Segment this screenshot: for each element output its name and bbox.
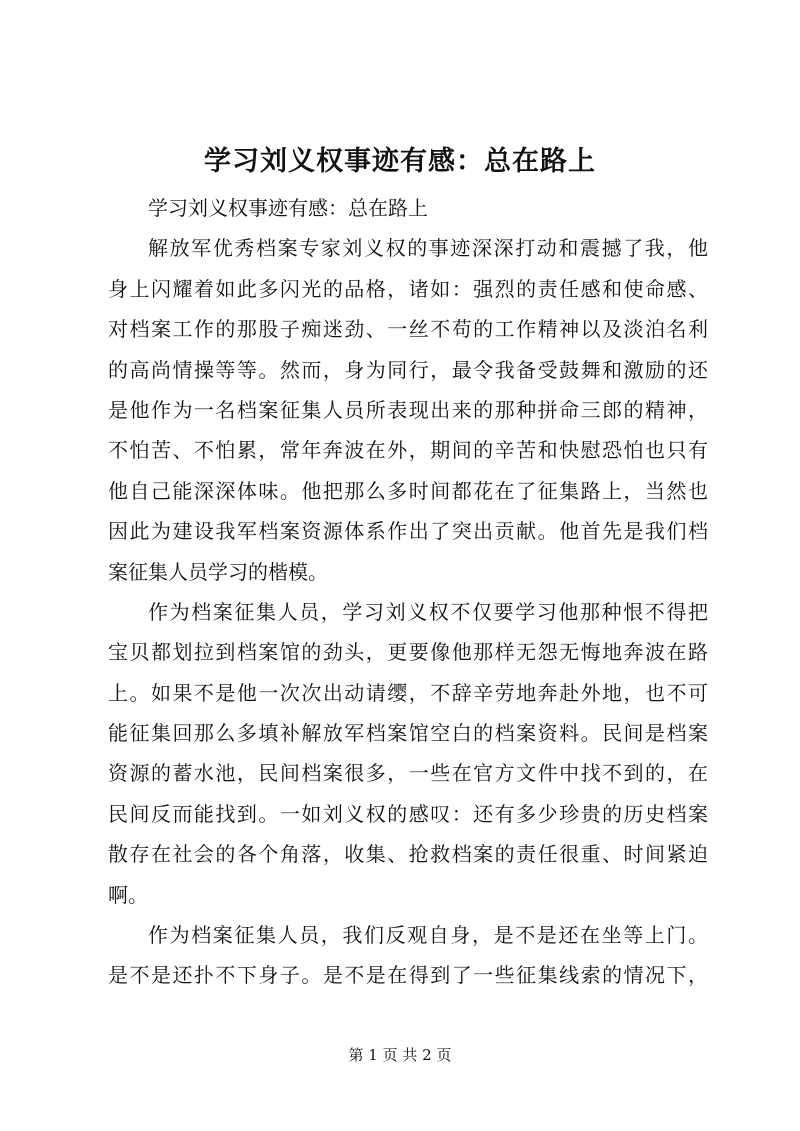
paragraph-line: 不怕苦、不怕累，常年奔波在外，期间的辛苦和快慰恐怕也只有	[108, 438, 708, 463]
paragraph-line: 是不是还扑不下身子。是不是在得到了一些征集线索的情况下，	[108, 963, 708, 988]
document-body	[108, 188, 708, 996]
paragraph-line: 能征集回那么多填补解放军档案馆空白的档案资料。民间是档案	[108, 721, 708, 746]
paragraph-line: 作为档案征集人员，学习刘义权不仅要学习他那种恨不得把	[148, 599, 708, 624]
paragraph-line: 宝贝都划拉到档案馆的劲头，更要像他那样无怨无悔地奔波在路	[108, 640, 708, 665]
paragraph-line: 学习刘义权事迹有感：总在路上	[148, 196, 428, 220]
paragraph-line: 对档案工作的那股子痴迷劲、一丝不苟的工作精神以及淡泊名利	[108, 317, 708, 342]
page-footer: 第 1 页 共 2 页	[348, 1046, 452, 1064]
paragraph-line: 身上闪耀着如此多闪光的品格，诸如：强烈的责任感和使命感、	[108, 276, 708, 301]
paragraph-line: 资源的蓄水池，民间档案很多，一些在官方文件中找不到的，在	[108, 761, 708, 786]
paragraph-line: 作为档案征集人员，我们反观自身，是不是还在坐等上门。	[148, 923, 708, 948]
paragraph-line: 案征集人员学习的楷模。	[108, 559, 328, 584]
paragraph-line: 啊。	[108, 882, 148, 907]
paragraph	[108, 915, 708, 996]
paragraph-line: 上。如果不是他一次次出动请缨，不辞辛劳地奔赴外地，也不可	[108, 680, 708, 705]
paragraph-line: 解放军优秀档案专家刘义权的事迹深深打动和震撼了我，他	[148, 236, 708, 261]
paragraph-line: 散存在社会的各个角落，收集、抢救档案的责任很重、时间紧迫	[108, 842, 708, 867]
paragraph-line: 他自己能深深体味。他把那么多时间都花在了征集路上，当然也	[108, 478, 708, 503]
paragraph-line: 民间反而能找到。一如刘义权的感叹：还有多少珍贵的历史档案	[108, 801, 708, 826]
paragraph	[108, 592, 708, 915]
paragraph	[108, 188, 708, 228]
paragraph-line: 是他作为一名档案征集人员所表现出来的那种拼命三郎的精神，	[108, 397, 708, 422]
paragraph-line: 因此为建设我军档案资源体系作出了突出贡献。他首先是我们档	[108, 519, 708, 544]
paragraph	[108, 228, 708, 592]
paragraph-line: 的高尚情操等等。然而，身为同行，最令我备受鼓舞和激励的还	[108, 357, 708, 382]
document-title: 学习刘义权事迹有感：总在路上	[204, 146, 596, 177]
